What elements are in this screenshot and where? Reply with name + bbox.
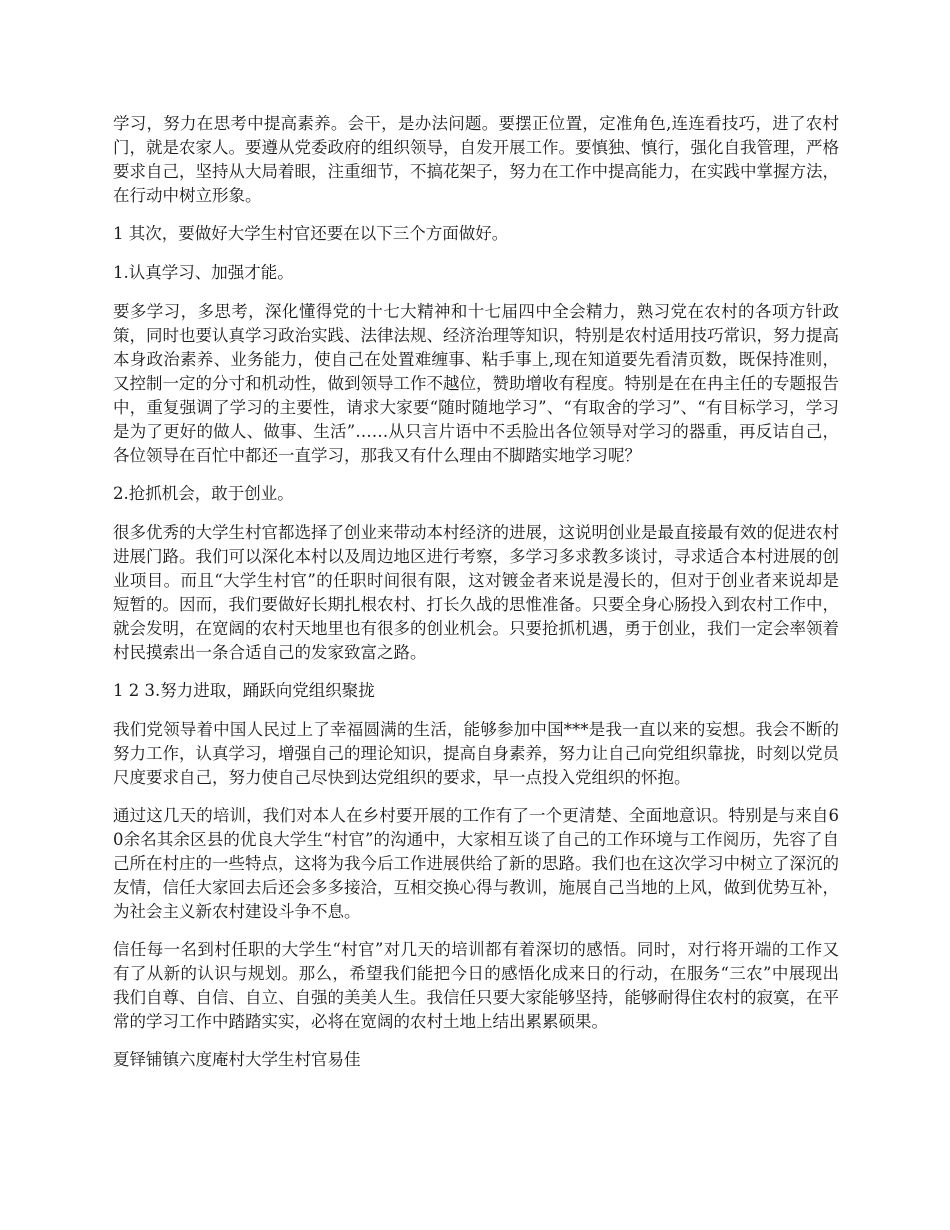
section-heading-party: 1 2 3.努力进取，踊跃向党组织聚拢: [113, 681, 375, 700]
paragraph-conclusion: 信任每一名到村任职的大学生“村官”对几天的培训都有着深切的感悟。同时，对行将开端的工作又有了从新的认识与规划。那么，希望我们能把今日的感悟化成来日的行动，在服务“三农”中展现出我们自尊、自信、自立、自强的美美人生。我信任只要大家能够坚持，能够耐得住农村的寂寞，在平常的学习工作中踏踏实实，必将在宽阔的农村土地上结出累累硕果。: [113, 940, 839, 1031]
section-heading-study: 1.认真学习、加强才能。: [113, 263, 294, 282]
paragraph-entrepreneurship: 很多优秀的大学生村官都选择了创业来带动本村经济的进展，这说明创业是最直接最有效的促进农村进展门路。我们可以深化本村以及周边地区进行考察，多学习多求教多谈讨，寻求适合本村进展的创业项目。而且“大学生村官”的任职时间很有限，这对镀金者来说是漫长的，但对于创业者来说却是短暂的。因而，我们要做好长期扎根农村、打长久战的思惟准备。只要全身心肠投入到农村工作中，就会发明，在宽阔的农村天地里也有很多的创业机会。只要抢抓机遇，勇于创业，我们一定会率领着村民摸索出一条合适自己的发家致富之路。: [113, 523, 839, 662]
document-body: [113, 112, 839, 1086]
author-signature: 夏铎铺镇六度庵村大学生村官易佳: [113, 1050, 361, 1069]
section-heading-secondly: 1 其次，要做好大学生村官还要在以下三个方面做好。: [113, 224, 509, 243]
paragraph-intro: 学习，努力在思考中提高素养。会干，是办法问题。要摆正位置，定准角色,连连看技巧，进了农村门，就是农家人。要遵从党委政府的组织领导，自发开展工作。要慎独、慎行，强化自我管理，严格要求自己，坚持从大局着眼，注重细节，不搞花架子，努力在工作中提高能力，在实践中掌握方法，在行动中树立形象。: [113, 114, 839, 205]
paragraph-party: 我们党领导着中国人民过上了幸福圆满的生活，能够参加中国***是我一直以来的妄想。我会不断的努力工作，认真学习，增强自己的理论知识，提高自身素养，努力让自己向党组织靠拢，时刻以党员尺度要求自己，努力使自己尽快到达党组织的要求，早一点投入党组织的怀抱。: [113, 720, 839, 787]
paragraph-training: 通过这几天的培训，我们对本人在乡村要开展的工作有了一个更清楚、全面地意识。特别是与来自60余名其余区县的优良大学生“村官”的沟通中，大家相互谈了自己的工作环境与工作阅历，先容了自己所在村庄的一些特点，这将为我今后工作进展供给了新的思路。我们也在这次学习中树立了深沉的友情，信任大家回去后还会多多接洽，互相交换心得与教训，施展自己当地的上风，做到优势互补，为社会主义新农村建设斗争不息。: [113, 806, 839, 921]
section-heading-entrepreneurship: 2.抢抓机会，敢于创业。: [113, 484, 294, 503]
paragraph-study: 要多学习，多思考，深化懂得党的十七大精神和十七届四中全会精力，熟习党在农村的各项方针政策，同时也要认真学习政治实践、法律法规、经济治理等知识，特别是农村适用技巧常识，努力提高本身政治素养、业务能力，使自己在处置难缠事、粘手事上,现在知道要先看清页数，既保持准则，又控制一定的分寸和机动性，做到领导工作不越位，赞助增收有程度。特别是在在冉主任的专题报告中，重复强调了学习的主要性，请求大家要“随时随地学习”、“有取舍的学习”、“有目标学习，学习是为了更好的做人、做事、生活”……从只言片语中不丢脸出各位领导对学习的器重，再反诘自己，各位领导在百忙中都还一直学习，那我又有什么理由不脚踏实地学习呢？: [113, 302, 839, 465]
